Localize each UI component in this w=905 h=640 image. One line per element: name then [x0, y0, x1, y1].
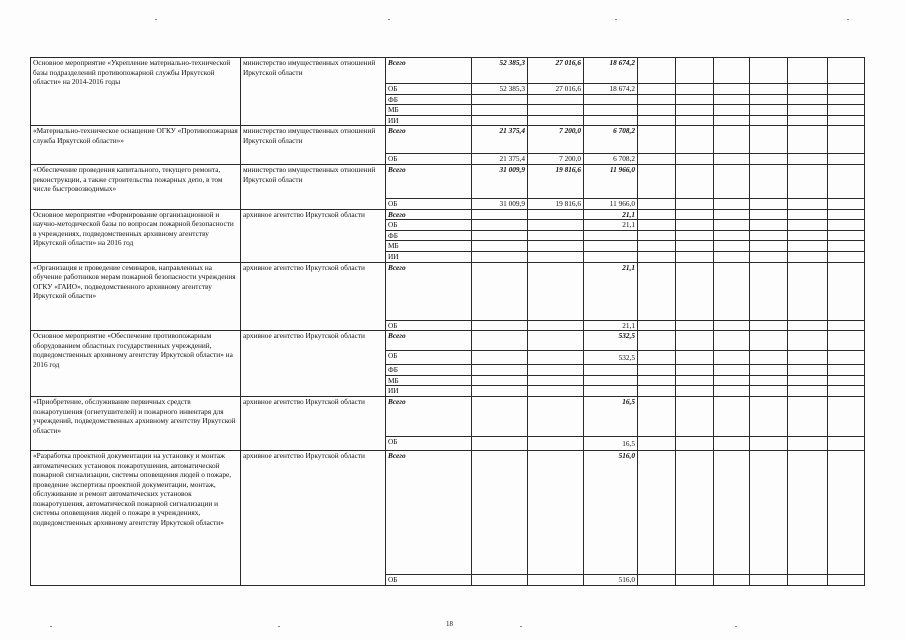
amount-total-2016: 532,5	[584, 331, 638, 351]
scan-artifact	[388, 19, 390, 20]
executor-cell: архивное агентство Иркутской области	[241, 396, 386, 450]
scan-artifact	[50, 626, 52, 627]
amount-total-2015: 7 200,0	[528, 126, 584, 154]
amount-total-2014: 52 385,3	[472, 58, 528, 84]
source-label-total: Всего	[386, 331, 472, 351]
source-label-ob: ОБ	[386, 220, 472, 231]
amount-ob-2016: 21,1	[584, 320, 638, 331]
amount-ob-2016: 16,5	[584, 436, 638, 450]
amount-total-2014: 21 375,4	[472, 126, 528, 154]
table-row	[31, 396, 865, 436]
source-label-ob: ОБ	[386, 84, 472, 95]
amount-total-2016: 516,0	[584, 450, 638, 574]
table-row	[31, 58, 865, 84]
event-name-cell: «Организация и проведение семинаров, направленных на обучение работников мерам пожарной безопасности учреждения ОГКУ «ГАИО», подведомственного архивному агентству Иркутской области»	[31, 262, 241, 331]
scan-artifact	[520, 626, 522, 627]
amount-total-2015: 27 016,6	[528, 58, 584, 84]
amount-ob-2016: 532,5	[584, 351, 638, 365]
amount-ob-2014: 31 009,9	[472, 198, 528, 209]
amount-total-2014: 31 009,9	[472, 164, 528, 198]
event-name-cell: «Обеспечение проведения капитального, текущего ремонта, реконструкции, а также строительства пожарных депо, в том числе быстровозводимых»	[31, 164, 241, 209]
event-name-cell: Основное мероприятие «Укрепление материально-технической базы подразделений противопожарной службы Иркутской области» на 2014-2016 годы	[31, 58, 241, 126]
source-label-ob: ОБ	[386, 351, 472, 365]
source-label-total: Всего	[386, 209, 472, 220]
source-label-fb: ФБ	[386, 365, 472, 376]
table-row	[31, 450, 865, 574]
source-label-ob: ОБ	[386, 574, 472, 585]
amount-ob-2014: 21 375,4	[472, 154, 528, 165]
event-name-cell: «Приобретение, обслуживание первичных средств пожаротушения (огнетушителей) и пожарного инвентаря для учреждений, подведомственных архивному агентству Иркутской области»	[31, 396, 241, 450]
source-label-total: Всего	[386, 396, 472, 436]
event-name-cell: Основное мероприятие «Обеспечение противопожарным оборудованием областных государственных учреждений, подведомственных архивному агентству Иркутской области» на 2016 год	[31, 331, 241, 397]
amount-total-2016: 6 708,2	[584, 126, 638, 154]
amount-ob-2015: 27 016,6	[528, 84, 584, 95]
amount-total-2016: 21,1	[584, 262, 638, 320]
scan-artifact	[615, 19, 617, 20]
source-label-total: Всего	[386, 58, 472, 84]
source-label-mb: МБ	[386, 105, 472, 116]
source-label-total: Всего	[386, 262, 472, 320]
amount-ob-2014: 52 385,3	[472, 84, 528, 95]
table-row	[31, 331, 865, 351]
amount-ob-2016: 11 966,0	[584, 198, 638, 209]
executor-cell: архивное агентство Иркутской области	[241, 209, 386, 262]
amount-total-2015: 19 816,6	[528, 164, 584, 198]
executor-cell: министерство имущественных отношений Иркутской области	[241, 58, 386, 126]
source-label-ii: ИИ	[386, 251, 472, 262]
source-label-mb: МБ	[386, 375, 472, 386]
amount-ob-2016: 21,1	[584, 220, 638, 231]
table-row	[31, 209, 865, 220]
table-row	[31, 262, 865, 320]
source-label-ob: ОБ	[386, 198, 472, 209]
executor-cell: архивное агентство Иркутской области	[241, 450, 386, 585]
executor-cell: министерство имущественных отношений Иркутской области	[241, 126, 386, 165]
source-label-fb: ФБ	[386, 94, 472, 105]
source-label-mb: МБ	[386, 241, 472, 252]
event-name-cell: «Разработка проектной документации на установку и монтаж автоматических установок пожаротушения, автоматической пожарной сигнализации, системы оповещения людей о пожаре, проведение экспертизы проектной документации, монтаж, обслуживание и ремонт автоматических установок пожаротушения, автоматической пожарной сигнализации и системы оповещения людей о пожаре в учреждениях, подведомственных архивному агентству Иркутской области»	[31, 450, 241, 585]
executor-cell: архивное агентство Иркутской области	[241, 331, 386, 397]
amount-total-2016: 11 966,0	[584, 164, 638, 198]
executor-cell: архивное агентство Иркутской области	[241, 262, 386, 331]
source-label-ii: ИИ	[386, 386, 472, 397]
event-name-cell: «Материально-техническое оснащение ОГКУ «Противопожарная служба Иркутской области»»	[31, 126, 241, 165]
event-name-cell: Основное мероприятие «Формирование организационной и научно-методической базы по вопросам пожарной безопасности в учреждениях, подведомственных архивному агентству Иркутской области» на 2016 год	[31, 209, 241, 262]
amount-total-2016: 18 674,2	[584, 58, 638, 84]
scan-artifact	[278, 626, 280, 627]
scan-artifact	[155, 19, 157, 20]
page-number: 18	[446, 620, 453, 628]
amount-ob-2015: 19 816,6	[528, 198, 584, 209]
amount-ob-2016: 6 708,2	[584, 154, 638, 165]
source-label-ob: ОБ	[386, 436, 472, 450]
amount-ob-2015: 7 200,0	[528, 154, 584, 165]
executor-cell: министерство имущественных отношений Иркутской области	[241, 164, 386, 209]
amount-total-2016: 16,5	[584, 396, 638, 436]
source-label-fb: ФБ	[386, 230, 472, 241]
budget-table	[30, 57, 865, 586]
source-label-ob: ОБ	[386, 154, 472, 165]
amount-total-2016: 21,1	[584, 209, 638, 220]
source-label-total: Всего	[386, 450, 472, 574]
source-label-total: Всего	[386, 126, 472, 154]
scan-artifact	[735, 626, 737, 627]
table-row	[31, 126, 865, 154]
amount-ob-2016: 516,0	[584, 574, 638, 585]
source-label-ob: ОБ	[386, 320, 472, 331]
scan-artifact	[847, 19, 849, 20]
amount-ob-2016: 18 674,2	[584, 84, 638, 95]
source-label-total: Всего	[386, 164, 472, 198]
table-row	[31, 164, 865, 198]
source-label-ii: ИИ	[386, 115, 472, 126]
